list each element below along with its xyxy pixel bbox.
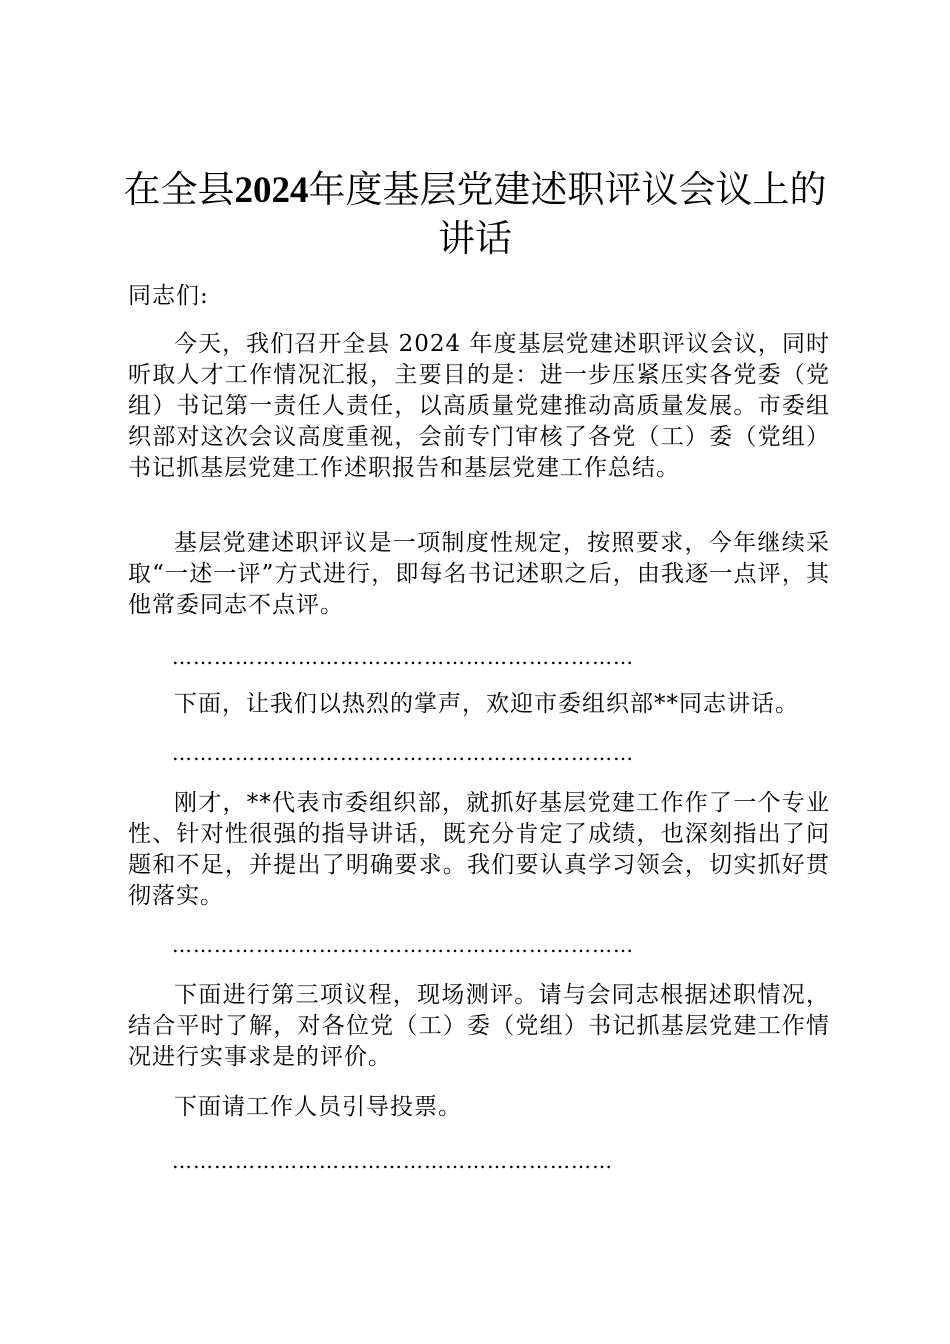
ellipsis-1: ………………………………………………………… bbox=[172, 645, 634, 669]
paragraph-6: 下面请工作人员引导投票。 bbox=[174, 1094, 462, 1120]
ellipsis-2: ………………………………………………………… bbox=[172, 741, 634, 765]
paragraph-5: 下面进行第三项议程，现场测评。请与会同志根据述职情况，结合平时了解，对各位党（工）委（党组）书记抓基层党建工作情况进行实事求是的评价。 bbox=[128, 982, 830, 1070]
title-year: 2024 bbox=[234, 170, 309, 211]
paragraph-4: 刚才，**代表市委组织部，就抓好基层党建工作作了一个专业性、针对性很强的指导讲话，既充分肯定了成绩，也深刻指出了问题和不足，并提出了明确要求。我们要认真学习领会，切实抓好贯彻落实。 bbox=[128, 790, 830, 909]
paragraph-1: 今天，我们召开全县 2024 年度基层党建述职评议会议，同时听取人才工作情况汇报，主要目的是：进一步压紧压实各党委（党组）书记第一责任人责任，以高质量党建推动高质量发展。市委组织部对这次会议高度重视，会前专门审核了各党（工）委（党组）书记抓基层党建工作述职报告和基层党建工作总结。 bbox=[128, 331, 830, 481]
paragraph-3: 下面，让我们以热烈的掌声，欢迎市委组织部**同志讲话。 bbox=[174, 691, 799, 717]
salutation: 同志们: bbox=[128, 283, 209, 309]
paragraph-2: 基层党建述职评议是一项制度性规定，按照要求，今年继续采取“一述一评”方式进行，即每名书记述职之后，由我逐一点评，其他常委同志不点评。 bbox=[128, 530, 830, 618]
ellipsis-4: ……………………………………………………… bbox=[172, 1149, 613, 1173]
title-part2: 年度基层党建述职评议会议上的讲话 bbox=[308, 168, 827, 260]
ellipsis-3: ………………………………………………………… bbox=[172, 933, 634, 957]
document-title bbox=[120, 166, 830, 263]
title-part1: 在全县 bbox=[123, 168, 235, 211]
